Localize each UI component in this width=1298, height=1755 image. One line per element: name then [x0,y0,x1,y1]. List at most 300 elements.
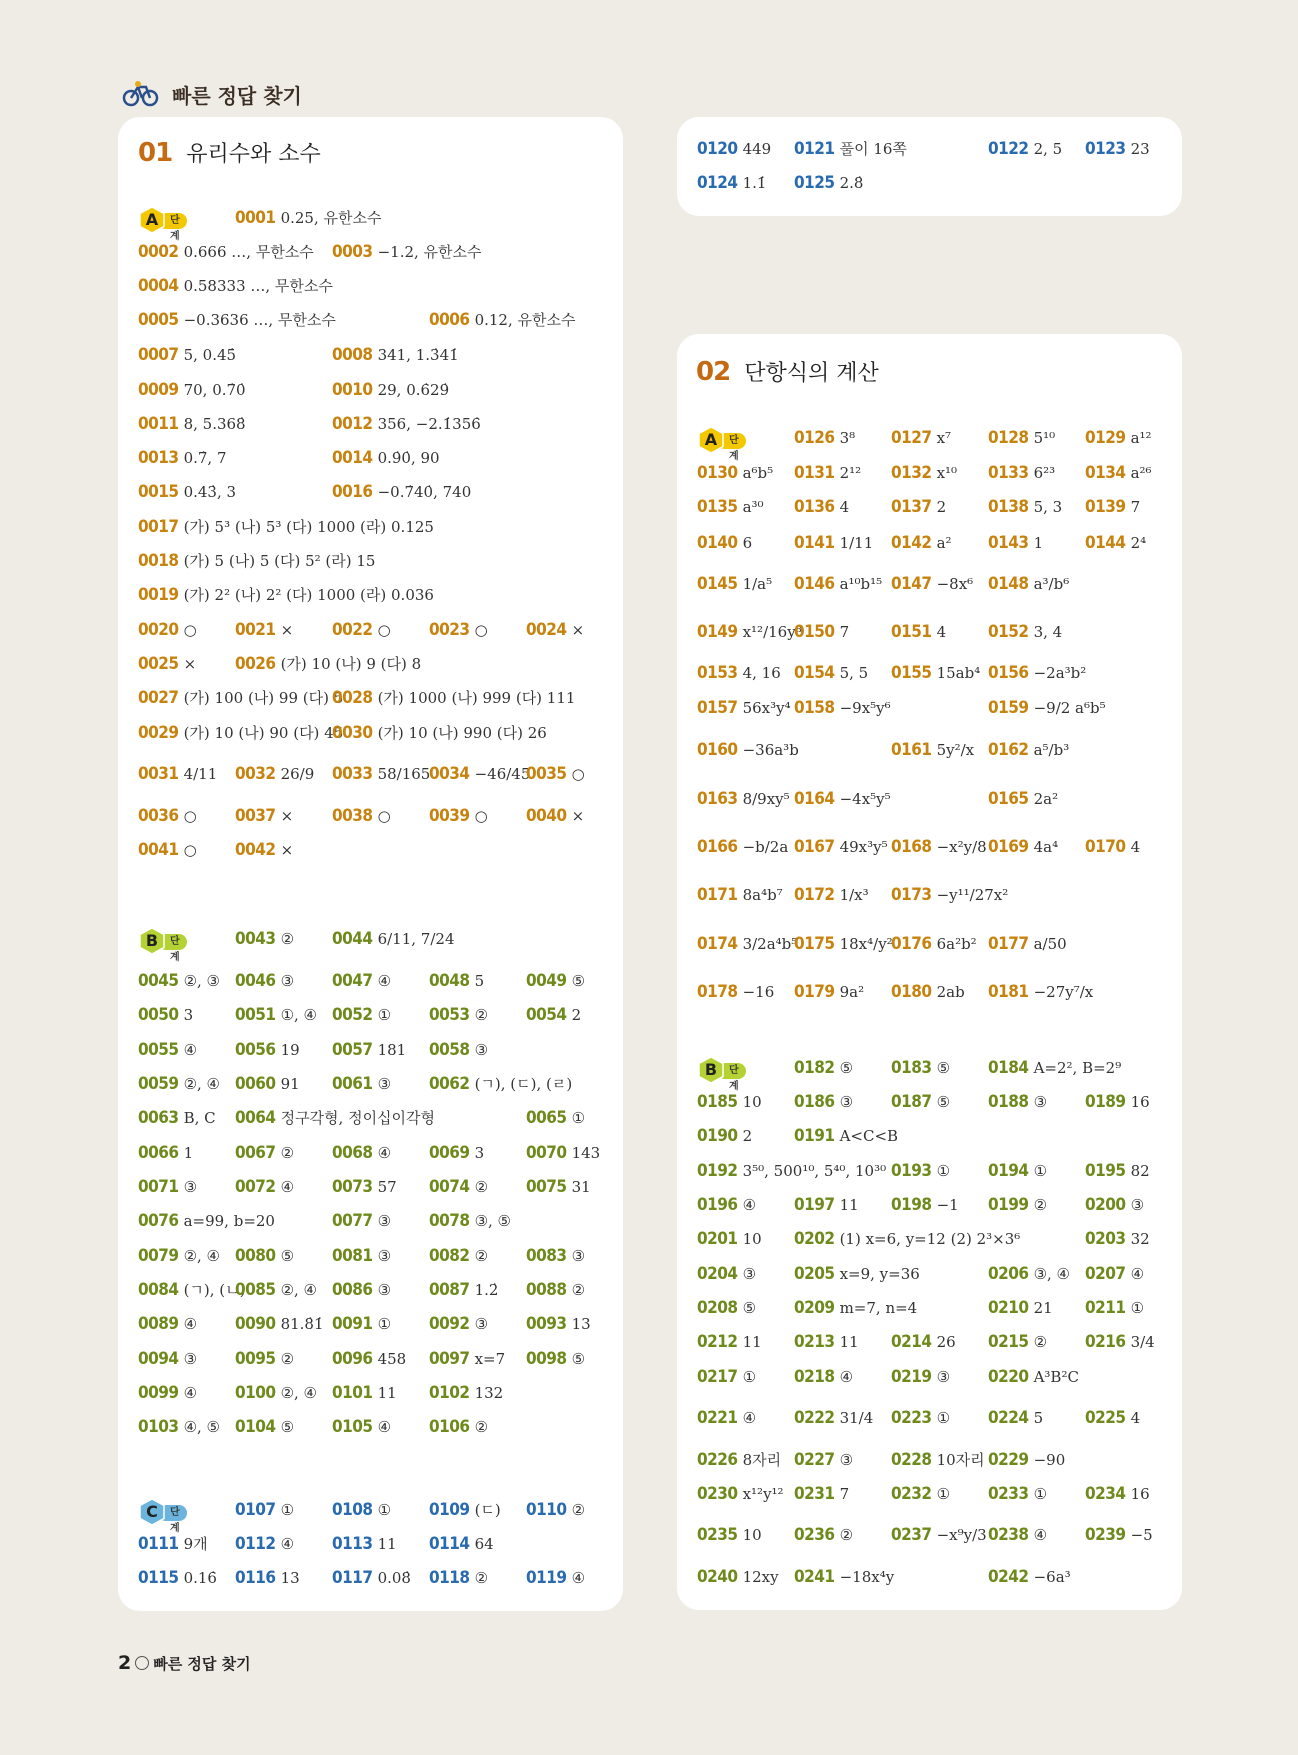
answer-value: ③ [377,1281,392,1299]
answer-value: ○ [377,621,391,639]
answer-value: (가) 1000 (나) 999 (다) 111 [377,689,576,707]
answer-0129 [1085,428,1152,448]
problem-number: 0026 [235,654,276,674]
problem-number: 0061 [332,1074,373,1094]
problem-number: 0105 [332,1417,373,1437]
answer-0067 [235,1143,294,1163]
answer-0196 [697,1195,756,1215]
answer-0242 [988,1567,1071,1587]
answer-0001 [235,208,381,228]
answer-0230 [697,1484,784,1504]
answer-0226 [697,1450,781,1470]
answer-value: m=7, n=4 [839,1299,918,1317]
problem-number: 0002 [138,242,179,262]
problem-number: 0219 [891,1367,932,1387]
answer-value: 10 [742,1526,762,1544]
answer-0145 [697,574,772,594]
answer-0111 [138,1534,208,1554]
problem-number: 0100 [235,1383,276,1403]
answer-value: ③ [839,1451,854,1469]
problem-number: 0049 [526,971,567,991]
problem-number: 0157 [697,698,738,718]
section-02-title [696,356,879,387]
answer-0015 [138,482,236,502]
answer-value: 11 [377,1535,397,1553]
answer-value: ① [1033,1485,1048,1503]
answer-value: ② [1033,1196,1048,1214]
problem-number: 0080 [235,1246,276,1266]
answer-0216 [1085,1332,1155,1352]
answer-value: ②, ④ [280,1281,318,1299]
answer-value: 2ab [936,983,965,1001]
answer-value: −9x⁵y⁶ [839,699,891,717]
problem-number: 0075 [526,1177,567,1197]
answer-value: −1 [936,1196,959,1214]
problem-number: 0168 [891,837,932,857]
problem-number: 0091 [332,1314,373,1334]
answer-0012 [332,414,481,434]
problem-number: 0134 [1085,463,1126,483]
answer-0061 [332,1074,391,1094]
problem-number: 0192 [697,1161,738,1181]
answer-0053 [429,1005,488,1025]
problem-number: 0088 [526,1280,567,1300]
answer-0199 [988,1195,1047,1215]
answer-0234 [1085,1484,1150,1504]
problem-number: 0187 [891,1092,932,1112]
answer-0029 [138,723,343,743]
answer-value: ○ [474,621,488,639]
answer-value: (가) 2² (나) 2² (다) 1000 (라) 0.036 [183,586,434,604]
answer-value: A=2², B=2⁹ [1033,1059,1122,1077]
problem-number: 0160 [697,740,738,760]
problem-number: 0096 [332,1349,373,1369]
answer-0221 [697,1408,756,1428]
answer-0186 [794,1092,853,1112]
answer-0100 [235,1383,317,1403]
page-header-title: 빠른 정답 찾기 [172,83,302,108]
problem-number: 0004 [138,276,179,296]
problem-number: 0063 [138,1108,179,1128]
answer-0133 [988,463,1055,483]
answer-0034 [429,764,530,784]
answer-value: 13 [571,1315,591,1333]
answer-value: ① [280,1501,295,1519]
problem-number: 0030 [332,723,373,743]
answer-0241 [794,1567,894,1587]
problem-number: 0153 [697,663,738,683]
answer-value: 32 [1130,1230,1150,1248]
answer-value: 9개 [183,1535,208,1553]
answer-0200 [1085,1195,1144,1215]
answer-0161 [891,740,974,760]
answer-0016 [332,482,471,502]
problem-number: 0156 [988,663,1029,683]
answer-0086 [332,1280,391,1300]
answer-0225 [1085,1408,1140,1428]
problem-number: 0185 [697,1092,738,1112]
answer-0215 [988,1332,1047,1352]
answer-0239 [1085,1525,1153,1545]
problem-number: 0127 [891,428,932,448]
answer-0163 [697,789,790,809]
answer-value: −x²y/8 [936,838,987,856]
circle-icon [135,1656,149,1670]
page-header [122,74,302,114]
answer-0160 [697,740,799,760]
answer-value: 3/2a⁴b⁵ [742,935,798,953]
problem-number: 0115 [138,1568,179,1588]
answer-value: × [571,621,585,639]
answer-value: ③ [474,1315,489,1333]
answer-value: −0.7̇40̇, 740 [377,483,472,501]
problem-number: 0047 [332,971,373,991]
problem-number: 0101 [332,1383,373,1403]
answer-0081 [332,1246,391,1266]
answer-0026 [235,654,421,674]
answer-value: ① [1033,1162,1048,1180]
answer-value: 82 [1130,1162,1150,1180]
answer-value: 6a²b² [936,935,977,953]
answer-0139 [1085,497,1140,517]
answer-value: a¹² [1130,429,1152,447]
problem-number: 0183 [891,1058,932,1078]
answer-0236 [794,1525,853,1545]
problem-number: 0208 [697,1298,738,1318]
level-label: 단계 [158,1505,187,1521]
answer-0112 [235,1534,294,1554]
answer-value: (가) 10 (나) 90 (다) 45 [183,724,344,742]
answer-value: × [280,841,294,859]
answer-0035 [526,764,585,784]
problem-number: 0212 [697,1332,738,1352]
answer-0107 [235,1500,294,1520]
answer-value: ③ [1033,1093,1048,1111]
answer-0227 [794,1450,853,1470]
answer-value: 1 [183,1144,194,1162]
answer-value: ③ [1130,1196,1145,1214]
answer-value: 56x³y⁴ [742,699,791,717]
answer-value: 7 [1130,498,1141,516]
problem-number: 0163 [697,789,738,809]
problem-number: 0228 [891,1450,932,1470]
section-name: 유리수와 소수 [186,142,321,167]
problem-number: 0133 [988,463,1029,483]
problem-number: 0007 [138,345,179,365]
problem-number: 0141 [794,533,835,553]
problem-number: 0005 [138,310,179,330]
problem-number: 0197 [794,1195,835,1215]
answer-0128 [988,428,1055,448]
problem-number: 0234 [1085,1484,1126,1504]
answer-value: 91 [280,1075,300,1093]
problem-number: 0099 [138,1383,179,1403]
answer-value: ③ [839,1093,854,1111]
answer-value: 3 [183,1006,194,1024]
answer-value: ① [377,1315,392,1333]
answer-value: a²⁶ [1130,464,1152,482]
problem-number: 0114 [429,1534,470,1554]
answer-0018 [138,551,375,571]
answer-0065 [526,1108,585,1128]
answer-value: ⑤ [571,972,586,990]
answer-value: 26/9 [280,765,315,783]
answer-0189 [1085,1092,1150,1112]
problem-number: 0033 [332,764,373,784]
answer-0082 [429,1246,488,1266]
answer-0075 [526,1177,591,1197]
problem-number: 0128 [988,428,1029,448]
answer-0022 [332,620,391,640]
answer-value: 2a² [1033,790,1059,808]
answer-value: −16 [742,983,775,1001]
answer-0183 [891,1058,950,1078]
answer-0159 [988,698,1106,718]
answer-value: 11 [742,1333,762,1351]
answer-0141 [794,533,873,553]
answer-0150 [794,622,849,642]
answer-value: ④ [839,1368,854,1386]
answer-value: 10 [742,1230,762,1248]
problem-number: 0227 [794,1450,835,1470]
problem-number: 0217 [697,1367,738,1387]
answer-0212 [697,1332,762,1352]
answer-0049 [526,971,585,991]
answer-0120 [697,139,771,159]
answer-value: a/50 [1033,935,1067,953]
answer-0131 [794,463,861,483]
problem-number: 0136 [794,497,835,517]
answer-0238 [988,1525,1047,1545]
answer-0175 [794,934,893,954]
problem-number: 0077 [332,1211,373,1231]
problem-number: 0021 [235,620,276,640]
problem-number: 0060 [235,1074,276,1094]
answer-value: 1 [1033,534,1044,552]
answer-value: 1/11 [839,534,874,552]
problem-number: 0184 [988,1058,1029,1078]
problem-number: 0130 [697,463,738,483]
problem-number: 0093 [526,1314,567,1334]
answer-value: −b/2a [742,838,789,856]
answer-value: −46/45 [474,765,531,783]
problem-number: 0118 [429,1568,470,1588]
answer-value: 2 [571,1006,582,1024]
answer-value: 8/9xy⁵ [742,790,790,808]
answer-0040 [526,806,584,826]
answer-value: ②, ④ [183,1247,221,1265]
answer-0172 [794,885,869,905]
problem-number: 0222 [794,1408,835,1428]
answer-value: ① [936,1409,951,1427]
problem-number: 0149 [697,622,738,642]
answer-0047 [332,971,391,991]
answer-value: 4 [839,498,850,516]
answer-value: ① [377,1501,392,1519]
answer-0056 [235,1040,300,1060]
answer-0235 [697,1525,762,1545]
answer-0137 [891,497,946,517]
problem-number: 0025 [138,654,179,674]
answer-value: 8a⁴b⁷ [742,886,783,904]
answer-value: 1.1̇ [742,174,767,192]
problem-number: 0193 [891,1161,932,1181]
problem-number: 0031 [138,764,179,784]
answer-0011 [138,414,246,434]
answer-value: 5, 5 [839,664,869,682]
answer-value: 0.58333 …, 무한소수 [183,277,333,295]
answer-value: 58/165 [377,765,431,783]
problem-number: 0045 [138,971,179,991]
answer-0005 [138,310,336,330]
answer-value: (ㄱ), (ㄴ) [183,1281,246,1299]
answer-0201 [697,1229,762,1249]
answer-value: ② [474,1006,489,1024]
answer-0190 [697,1126,752,1146]
answer-value: 29, 0.6̇29̇ [377,381,450,399]
answer-0083 [526,1246,585,1266]
answer-value: ④ [377,972,392,990]
answer-0115 [138,1568,217,1588]
answer-0007 [138,345,236,365]
answer-0062 [429,1074,572,1094]
answer-0013 [138,448,227,468]
problem-number: 0106 [429,1417,470,1437]
answer-0006 [429,310,575,330]
problem-number: 0034 [429,764,470,784]
answer-value: (가) 5³ (나) 5³ (다) 1000 (라) 0.125 [183,518,434,536]
answer-value: −18x⁴y [839,1568,895,1586]
answer-value: 3/4 [1130,1333,1155,1351]
problem-number: 0097 [429,1349,470,1369]
answer-0092 [429,1314,488,1334]
answer-value: −y¹¹/27x² [936,886,1009,904]
problem-number: 0121 [794,139,835,159]
problem-number: 0065 [526,1108,567,1128]
problem-number: 0129 [1085,428,1126,448]
answer-0087 [429,1280,498,1300]
answer-value: ○ [183,841,197,859]
problem-number: 0232 [891,1484,932,1504]
answer-value: ○ [183,621,197,639]
answer-0176 [891,934,977,954]
answer-0135 [697,497,764,517]
problem-number: 0003 [332,242,373,262]
answer-0119 [526,1568,585,1588]
answer-0217 [697,1367,756,1387]
answer-0071 [138,1177,197,1197]
answer-value: ① [571,1109,586,1127]
problem-number: 0161 [891,740,932,760]
answer-0104 [235,1417,294,1437]
answer-value: 57 [377,1178,397,1196]
answer-value: 6 [742,534,753,552]
answer-value: ⑤ [742,1299,757,1317]
problem-number: 0170 [1085,837,1126,857]
answer-value: ④ [183,1384,198,1402]
answer-0099 [138,1383,197,1403]
problem-number: 0210 [988,1298,1029,1318]
answer-value: 26 [936,1333,956,1351]
problem-number: 0235 [697,1525,738,1545]
problem-number: 0171 [697,885,738,905]
answer-value: ④ [280,1178,295,1196]
problem-number: 0229 [988,1450,1029,1470]
answer-value: 2⁴ [1130,534,1147,552]
answer-0151 [891,622,946,642]
problem-number: 0015 [138,482,179,502]
answer-0074 [429,1177,488,1197]
answer-value: ○ [474,807,488,825]
answer-value: ① [1130,1299,1145,1317]
problem-number: 0071 [138,1177,179,1197]
answer-value: 0.08̇ [377,1569,411,1587]
problem-number: 0124 [697,173,738,193]
problem-number: 0231 [794,1484,835,1504]
answer-value: 0.7̇, 7 [183,449,227,467]
answer-value: 11 [377,1384,397,1402]
answer-value: ⑤ [280,1247,295,1265]
problem-number: 0139 [1085,497,1126,517]
problem-number: 0086 [332,1280,373,1300]
problem-number: 0216 [1085,1332,1126,1352]
answer-value: ② [280,930,295,948]
level-letter: A [145,210,159,229]
answer-0010 [332,380,449,400]
answer-value: 2.8̇ [839,174,864,192]
answer-0002 [138,242,314,262]
problem-number: 0214 [891,1332,932,1352]
answer-value: 356, −2.1̇356̇ [377,415,481,433]
answer-value: −1.2, 유한소수 [377,243,482,261]
answer-value: x¹²y¹² [742,1485,784,1503]
answer-0122 [988,139,1062,159]
answer-value: −90 [1033,1451,1066,1469]
problem-number: 0073 [332,1177,373,1197]
answer-0125 [794,173,863,193]
answer-0182 [794,1058,853,1078]
answer-0206 [988,1264,1070,1284]
answer-value: ④ [571,1569,586,1587]
answer-value: ①, ④ [280,1006,318,1024]
answer-0094 [138,1349,197,1369]
answer-value: ① [377,1006,392,1024]
answer-value: 8, 5.368̇ [183,415,246,433]
answer-0070 [526,1143,600,1163]
answer-value: a⁵/b³ [1033,741,1070,759]
answer-0054 [526,1005,581,1025]
answer-value: ④ [742,1409,757,1427]
problem-number: 0144 [1085,533,1126,553]
answer-value: ⑤ [936,1093,951,1111]
answer-0233 [988,1484,1047,1504]
answer-value: ⑤ [280,1418,295,1436]
problem-number: 0237 [891,1525,932,1545]
problem-number: 0240 [697,1567,738,1587]
answer-value: 9a² [839,983,865,1001]
answer-value: ④ [1130,1265,1145,1283]
answer-0039 [429,806,488,826]
answer-0051 [235,1005,317,1025]
answer-value: ② [1033,1333,1048,1351]
problem-number: 0140 [697,533,738,553]
answer-0098 [526,1349,585,1369]
answer-value: 8자리 [742,1451,782,1469]
answer-0008 [332,345,459,365]
answer-0036 [138,806,197,826]
answer-value: ④ [183,1041,198,1059]
answer-value: ②, ③ [183,972,221,990]
